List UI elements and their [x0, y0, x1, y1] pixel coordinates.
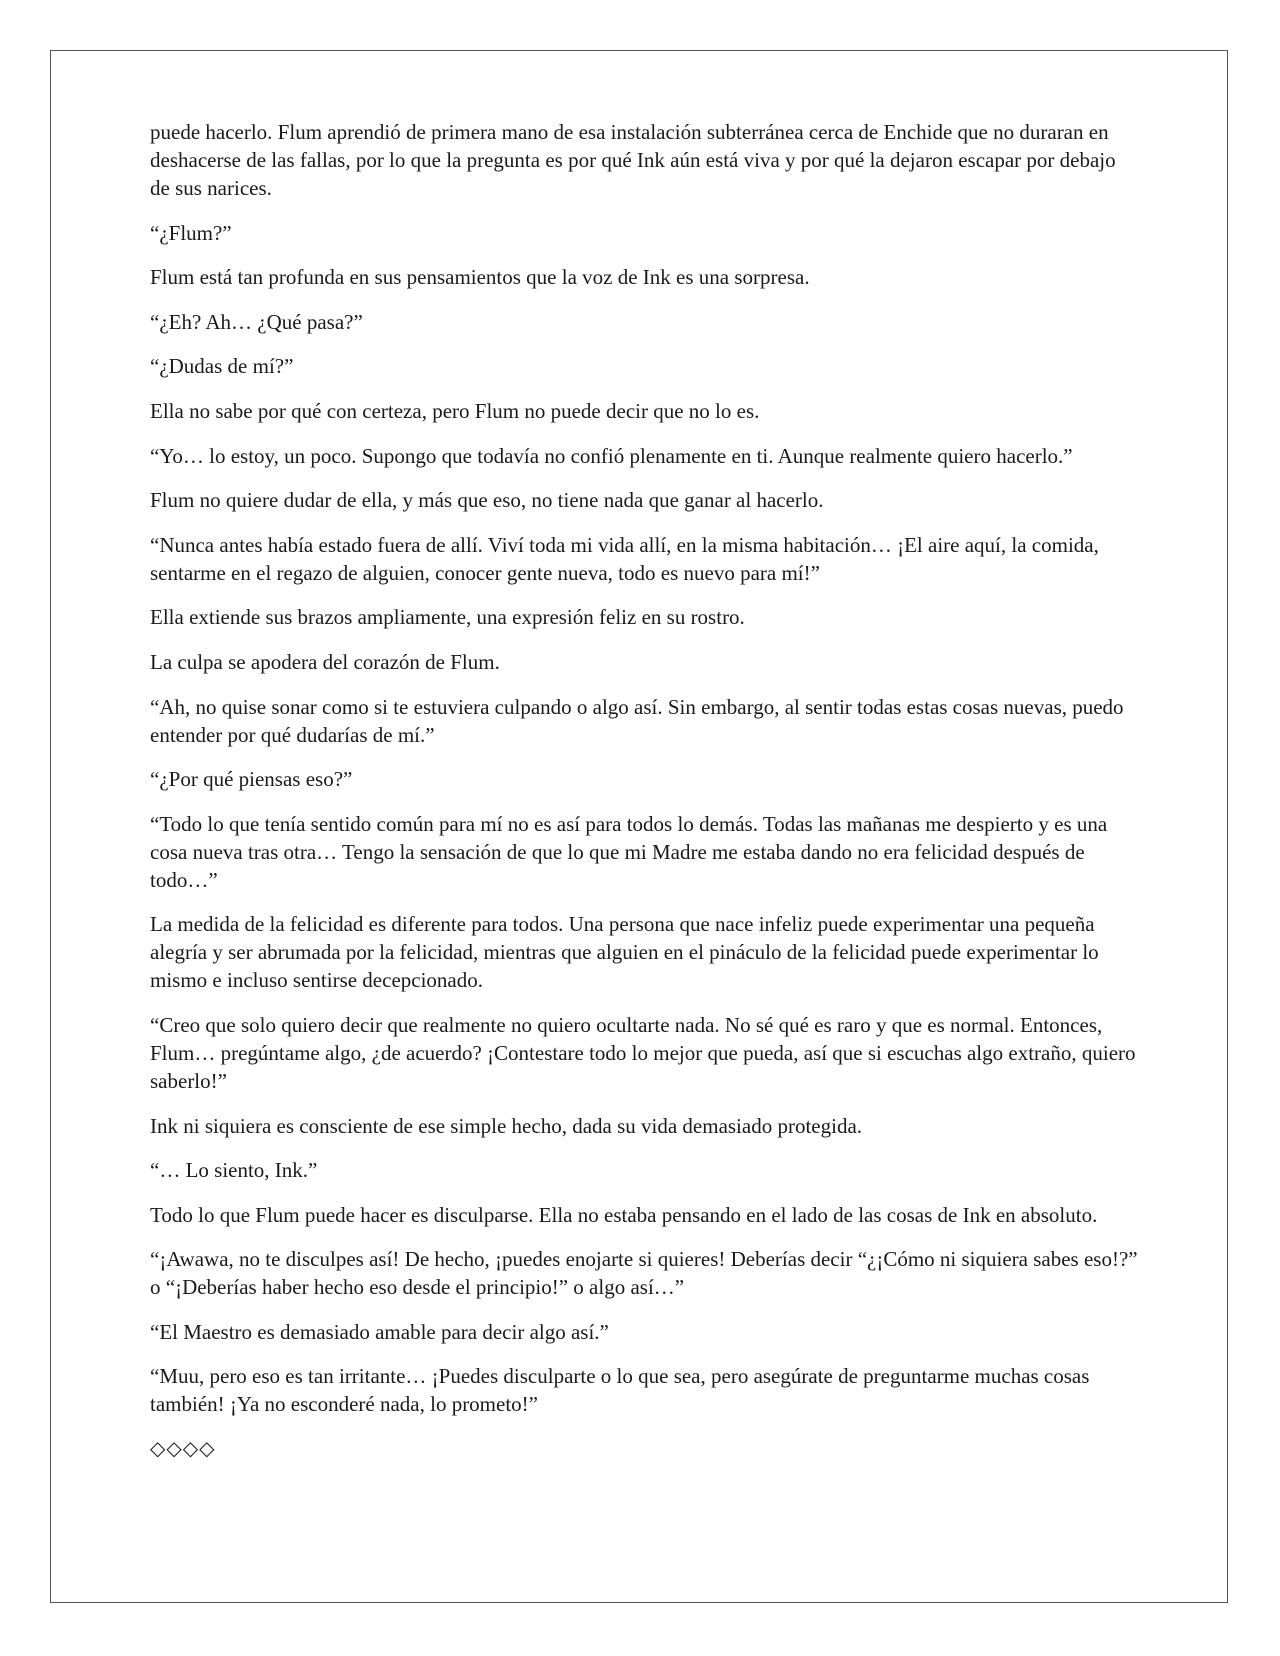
paragraph: “… Lo siento, Ink.” — [150, 1158, 318, 1183]
paragraph: La culpa se apodera del corazón de Flum. — [150, 649, 500, 674]
document-page — [50, 50, 1228, 1603]
paragraph: “Yo… lo estoy, un poco. Supongo que todavía no confió plenamente en ti. Aunque realmente quiero hacerlo.” — [150, 443, 1073, 468]
paragraph: Ink ni siquiera es consciente de ese simple hecho, dada su vida demasiado protegida. — [150, 1113, 863, 1138]
paragraph: “Todo lo que tenía sentido común para mí no es así para todos lo demás. Todas las mañanas me despierto y es una cosa nueva tras otra… Tengo la sensación de que lo que mi Madre me estaba dando no era felicidad después de todo…” — [150, 811, 1108, 892]
paragraph: “Nunca antes había estado fuera de allí. Viví toda mi vida allí, en la misma habitación… ¡El aire aquí, la comida, sentarme en el regazo de alguien, conocer gente nueva, todo es nuevo para mí!” — [150, 532, 1099, 585]
paragraph: Ella no sabe por qué con certeza, pero Flum no puede decir que no lo es. — [150, 398, 760, 423]
paragraph: Flum no quiere dudar de ella, y más que eso, no tiene nada que ganar al hacerlo. — [150, 488, 824, 513]
paragraph: Ella extiende sus brazos ampliamente, una expresión feliz en su rostro. — [150, 605, 745, 630]
paragraph: “¿Eh? Ah… ¿Qué pasa?” — [150, 309, 363, 334]
paragraph: “¿Flum?” — [150, 220, 232, 245]
paragraph: “Creo que solo quiero decir que realmente no quiero ocultarte nada. No sé qué es raro y que es normal. Entonces, Flum… pregúntame algo, ¿de acuerdo? ¡Contestare todo lo mejor que pueda, así que si escuchas algo extraño, quiero saberlo!” — [150, 1012, 1136, 1093]
paragraph: “Muu, pero eso es tan irritante… ¡Puedes disculparte o lo que sea, pero asegúrate de preguntarme muchas cosas también! ¡Ya no esconderé nada, lo prometo!” — [150, 1364, 1090, 1417]
document-body — [150, 118, 1140, 1463]
paragraph: Todo lo que Flum puede hacer es disculparse. Ella no estaba pensando en el lado de las cosas de Ink en absoluto. — [150, 1202, 1098, 1227]
paragraph: “¿Dudas de mí?” — [150, 354, 294, 379]
paragraph: “El Maestro es demasiado amable para decir algo así.” — [150, 1319, 609, 1344]
paragraph: Flum está tan profunda en sus pensamientos que la voz de Ink es una sorpresa. — [150, 265, 810, 290]
paragraph: “¡Awawa, no te disculpes así! De hecho, ¡puedes enojarte si quieres! Deberías decir “¿¡Cómo ni siquiera sabes eso!?” o “¡Deberías haber hecho eso desde el principio!” o algo así…” — [150, 1247, 1138, 1300]
paragraph: puede hacerlo. Flum aprendió de primera mano de esa instalación subterránea cerca de Enchide que no duraran en deshacerse de las fallas, por lo que la pregunta es por qué Ink aún está viva y por qué la dejaron escapar por debajo de sus narices. — [150, 120, 1116, 200]
paragraph: “¿Por qué piensas eso?” — [150, 767, 353, 792]
scene-separator: ◇◇◇◇ — [150, 1438, 216, 1461]
paragraph: “Ah, no quise sonar como si te estuviera culpando o algo así. Sin embargo, al sentir todas estas cosas nuevas, puedo entender por qué dudarías de mí.” — [150, 694, 1124, 747]
paragraph: La medida de la felicidad es diferente para todos. Una persona que nace infeliz puede experimentar una pequeña alegría y ser abrumada por la felicidad, mientras que alguien en el pináculo de la felicidad puede experimentar lo mismo e incluso sentirse decepcionado. — [150, 912, 1099, 993]
